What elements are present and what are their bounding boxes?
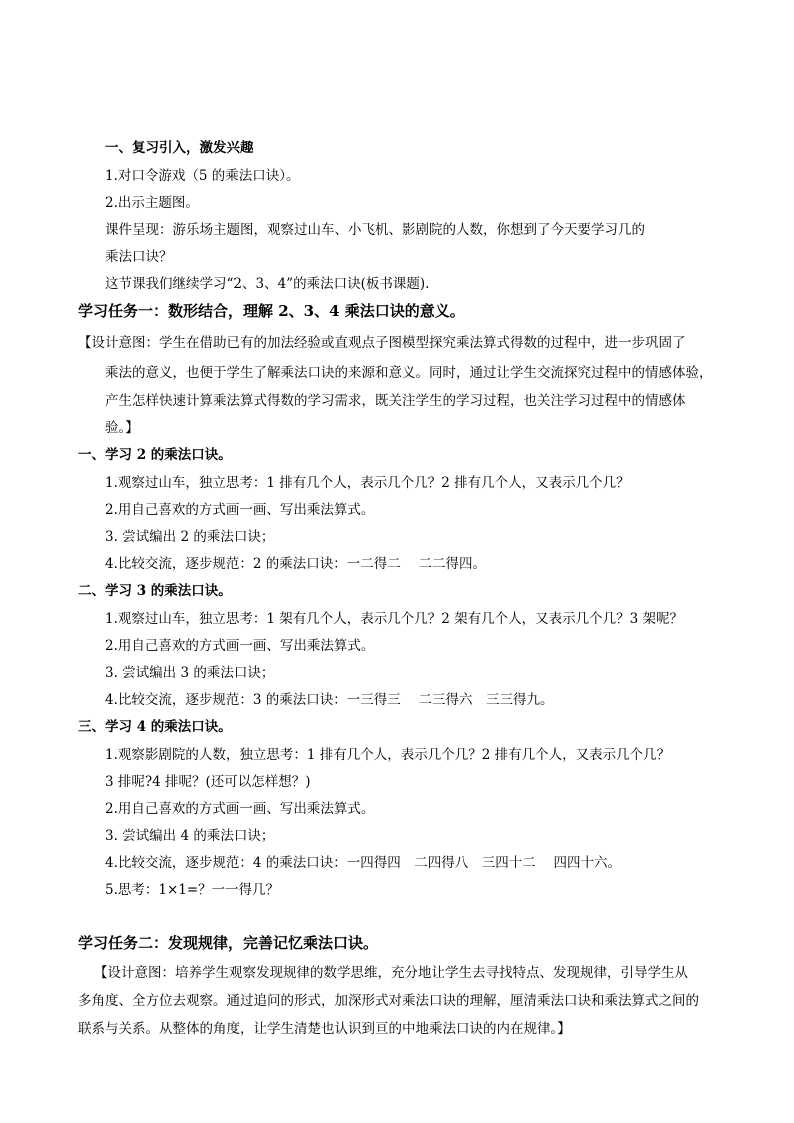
task2-heading: 学习任务二：发现规律，完善记忆乘法口诀。 — [78, 934, 379, 952]
part3-item-3: 2.用自己喜欢的方式画一画、写出乘法算式。 — [105, 801, 375, 817]
part3-item-4: 3. 尝试编出 4 的乘法口诀； — [105, 828, 275, 844]
review-item-4: 乘法口诀？ — [105, 249, 173, 265]
task1-heading: 学习任务一：数形结合，理解 2、3、4 乘法口诀的意义。 — [78, 302, 465, 320]
task1-design-intent-4: 验。】 — [105, 420, 139, 436]
review-item-2: 2.出示主题图。 — [105, 195, 199, 211]
part1-heading: 一、学习 2 的乘法口诀。 — [78, 447, 232, 463]
review-item-5: 这节课我们继续学习“2、3、4”的乘法口诀(板书课题). — [105, 276, 430, 292]
review-item-1: 1.对口令游戏（5 的乘法口诀）。 — [105, 168, 300, 184]
task2-design-intent-1: 【设计意图：培养学生观察发现规律的数学思维，充分地让学生去寻找特点、发现规律，引导学生从 — [94, 965, 688, 981]
task1-design-intent-3: 产生怎样快速计算乘法算式得数的学习需求，既关注学生的学习过程，也关注学习过程中的情感体 — [105, 393, 686, 409]
part3-item-6: 5.思考：1×1=？一一得几？ — [105, 882, 280, 898]
part1-item-1: 1.观察过山车，独立思考：1 排有几个人，表示几个几？2 排有几个人，又表示几个几？ — [105, 475, 630, 491]
part2-item-2: 2.用自己喜欢的方式画一画、写出乘法算式。 — [105, 638, 375, 654]
task1-design-intent-1: 【设计意图：学生在借助已有的加法经验或直观点子图模型探究乘法算式得数的过程中，进一步巩固了 — [78, 335, 686, 351]
part3-item-2: 3 排呢?4 排呢？(还可以怎样想？) — [105, 774, 311, 790]
part2-heading: 二、学习 3 的乘法口诀。 — [78, 583, 232, 599]
task2-design-intent-3: 联系与关系。从整体的角度，让学生清楚也认识到亘的中地乘法口诀的内在规律。】 — [78, 1021, 571, 1037]
part3-item-1: 1.观察影剧院的人数，独立思考：1 排有几个人，表示几个几？2 排有几个人，又表示几个几？ — [105, 747, 671, 763]
part2-item-1: 1.观察过山车，独立思考：1 架有几个人，表示几个几？2 架有几个人，又表示几个几？3 架呢？ — [105, 611, 684, 627]
review-heading: 一、复习引入，激发兴趣 — [105, 140, 254, 156]
review-item-3: 课件呈现：游乐场主题图，观察过山车、小飞机、影剧院的人数，你想到了今天要学习几的 — [105, 222, 645, 238]
part2-item-4: 4.比较交流，逐步规范：3 的乘法口诀：一三得三 二三得六 三三得九。 — [105, 692, 554, 708]
part3-heading: 三、学习 4 的乘法口诀。 — [78, 719, 232, 735]
part3-item-5: 4.比较交流，逐步规范：4 的乘法口诀：一四得四 二四得八 三四十二 四四十六。 — [105, 855, 622, 871]
part1-item-3: 3. 尝试编出 2 的乘法口诀； — [105, 529, 275, 545]
task2-design-intent-2: 多角度、全方位去观察。通过追问的形式，加深形式对乘法口诀的理解，厘清乘法口诀和乘法算式之间的 — [78, 993, 699, 1009]
part1-item-2: 2.用自己喜欢的方式画一画、写出乘法算式。 — [105, 502, 375, 518]
part2-item-3: 3. 尝试编出 3 的乘法口诀； — [105, 665, 275, 681]
part1-item-4: 4.比较交流，逐步规范：2 的乘法口诀：一二得二 二二得四。 — [105, 556, 487, 572]
task1-design-intent-2: 乘法的意义，也便于学生了解乘法口诀的来源和意义。同时，通过让学生交流探究过程中的情感体验， — [105, 365, 713, 381]
